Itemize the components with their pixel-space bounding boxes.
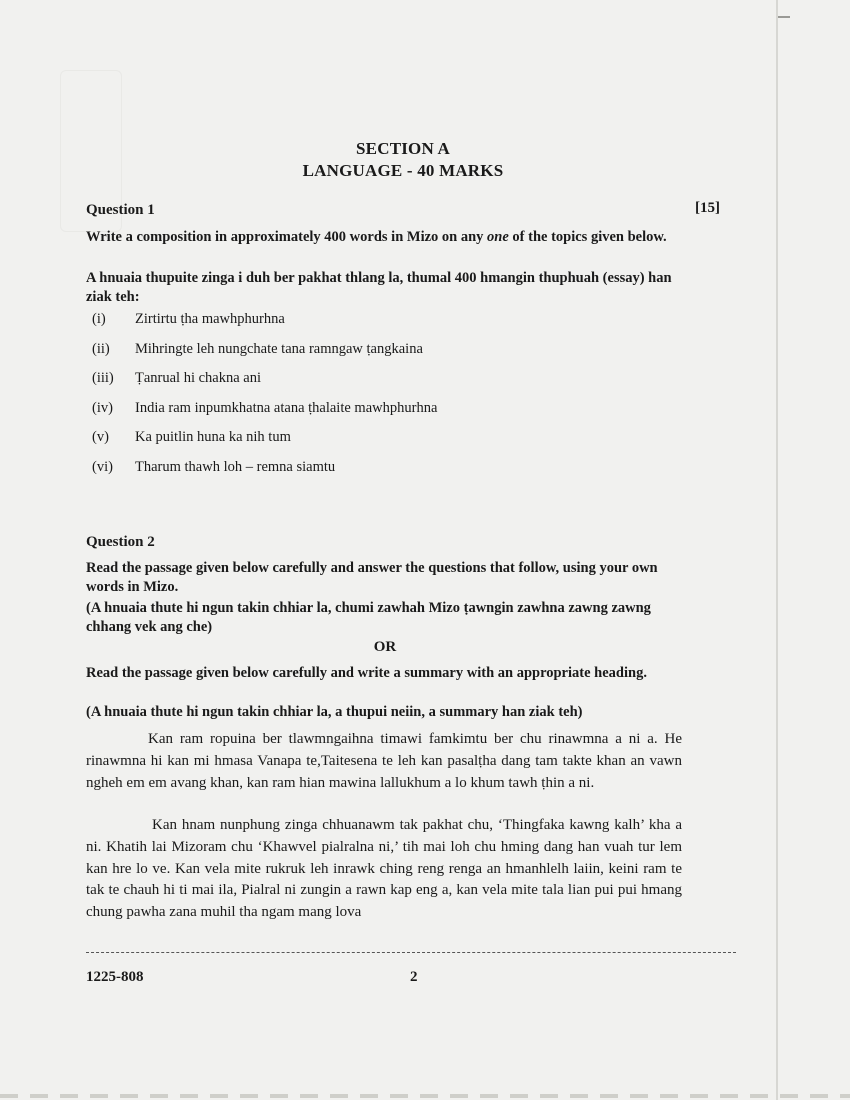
exam-page: SECTION A LANGUAGE - 40 MARKS Question 1 [15] Write a composition in approximately 400 words in Mizo on any one of the topics given below. A hnuaia thupuite zinga i duh ber pakhat thlang la, thumal 400 hmangin thuphuah (essay) han ziak teh: (i) Zirtirtu ṭha mawhphurhna (ii) Mihringte leh nungchate tana ramngaw ṭangkaina (iii) Ṭanrual hi chakna ani (iv) India ram inpumkhatna atana ṭhalaite mawhphurhna (v) Ka puitlin huna ka nih tum (vi) Tharum thawh loh – remna siamtu Question 2 Read the passage given below carefully and answer the questions that follow, using your own words in Mizo. (A hnuaia thute hi ngun takin chhiar la, chumi zawhah Mizo ṭawngin zawhna zawng zawng chhang vek ang che) OR Read the passage given below carefully and write a summary with an appropriate heading. (A hnuaia thute hi ngun takin chhiar la, a thupui neiin, a summary han ziak teh) Kan ram ropuina ber tlawmngaihna timawi famkimtu ber chu rinawmna a ni a. He rinawmna hi kan mi hmasa Vanapa te,Taitesena te leh kan pasalṭha dang tam takte khan an vawn ngheh em em avang khan, kan ram hian mawina lallukhum a lo khum tawh ṭhin a ni. Kan hnam nunphung zinga chhuanawm tak pakhat chu, ‘Thingfaka kawng kalh’ kha a ni. Khatih lai Mizoram chu ‘Khawvel pialralna ni,’ tih mai loh chu hming dang han vuah tur lem kan hre lo ve. Kan vela mite rukruk leh inrawk ching reng renga an hmanhlelh laiin, keini ram te tak te chauh hi ti mai ila, Pialral ni zungin a rawn kap eng a, kan vela mite tala lian pui pui hmang chung pawha zana muhil tha ngam mang lova 1225-808 2 (0, 0, 850, 1100)
question-1-label: Question 1 (86, 202, 155, 218)
question-1-instruction-en: Write a composition in approximately 400 words in Mizo on any one of the topics given below. (86, 229, 667, 245)
question-2-instruction-2-mizo: (A hnuaia thute hi ngun takin chhiar la, a thupui neiin, a summary han ziak teh) (86, 704, 583, 720)
section-title: SECTION A (356, 139, 450, 158)
or-separator: OR (373, 639, 397, 655)
scan-edge-mark (778, 16, 790, 18)
paper-code: 1225-808 (86, 969, 144, 985)
page-number: 2 (410, 969, 418, 985)
question-1-marks: [15] (695, 200, 720, 216)
footer-divider (86, 952, 736, 953)
question-2-instruction-1-mizo: (A hnuaia thute hi ngun takin chhiar la, chumi zawhah Mizo ṭawngin zawhna zawng zawng chhang vek ang che) (86, 600, 651, 635)
question-2-instruction-1-en: Read the passage given below carefully and answer the questions that follow, using your own words in Mizo. (86, 560, 658, 595)
passage-paragraph-2: Kan hnam nunphung zinga chhuanawm tak pakhat chu, ‘Thingfaka kawng kalh’ kha a ni. Khatih lai Mizoram chu ‘Khawvel pialralna ni,’ tih mai loh chu hming dang han vuah tur lem kan hre lo ve. Kan vela mite rukruk leh inrawk ching reng renga an hmanhlelh laiin, keini ram te tak te chauh hi ti mai ila, Pialral ni zungin a rawn kap eng a, kan vela mite tala lian pui pui hmang chung pawha zana muhil tha ngam mang lova (86, 817, 682, 921)
passage-paragraph-1: Kan ram ropuina ber tlawmngaihna timawi famkimtu ber chu rinawmna a ni a. He rinawmna hi kan mi hmasa Vanapa te,Taitesena te leh kan pasalṭha dang tam takte khan an vawn ngheh em em avang khan, kan ram hian mawina lallukhum a lo khum tawh ṭhin a ni. (86, 731, 682, 791)
question-2-label: Question 2 (86, 534, 155, 550)
section-subtitle: LANGUAGE - 40 MARKS (302, 161, 504, 180)
scan-bottom-artifact (0, 1094, 850, 1098)
question-1-instruction-mizo: A hnuaia thupuite zinga i duh ber pakhat thlang la, thumal 400 hmangin thuphuah (essay) han ziak teh: (86, 270, 672, 305)
question-2-instruction-2-en: Read the passage given below carefully and write a summary with an appropriate heading. (86, 665, 647, 681)
